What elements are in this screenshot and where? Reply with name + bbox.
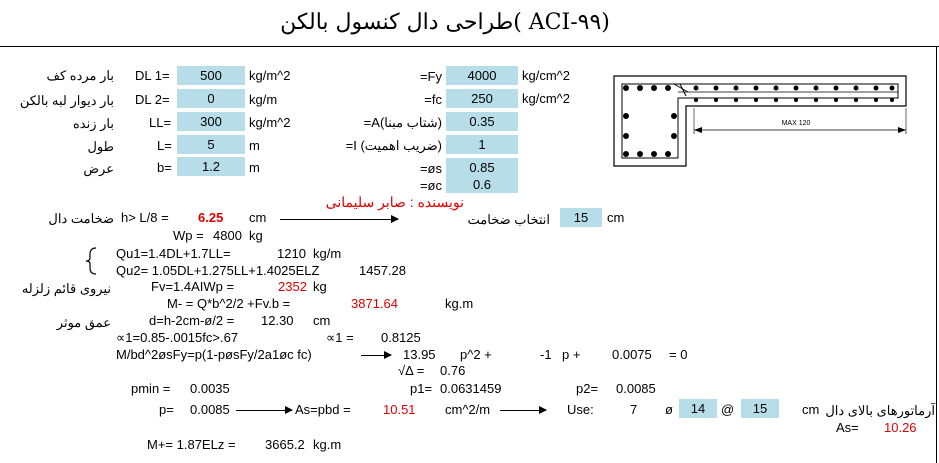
equation-c2: -1 xyxy=(540,347,552,362)
p1-value: 0.0631459 xyxy=(440,381,502,396)
phis-input[interactable]: 0.85 xyxy=(446,158,518,177)
p-value: 0.0085 xyxy=(190,402,230,417)
as-value: 10.51 xyxy=(383,402,416,417)
qu2-expr: Qu2= 1.05DL+1.275LL+1.4025ELZ xyxy=(116,263,320,278)
fc-input[interactable]: 250 xyxy=(446,89,518,108)
use-label: Use: xyxy=(567,402,594,417)
b-input[interactable]: 1.2 xyxy=(177,157,245,176)
equation-t3: = 0 xyxy=(669,347,688,362)
equation-t2: p + xyxy=(562,347,581,362)
qu1-unit: kg/m xyxy=(313,246,342,261)
alpha-expr: ∝1=0.85-.0015fc>.67 xyxy=(116,330,239,345)
depth-value: 12.30 xyxy=(261,313,294,328)
moment-neg-expr: M- = Q*b^2/2 +Fv.b = xyxy=(167,296,291,311)
p1-label: p1= xyxy=(410,381,433,396)
qu1-expr: Qu1=1.4DL+1.7LL= xyxy=(116,246,231,261)
arrow-as xyxy=(500,410,546,411)
arrow-p xyxy=(236,410,292,411)
a-label: (شتاب مبنا)A= xyxy=(363,115,442,130)
fv-desc: نیروی قائم زلزله xyxy=(21,281,111,296)
as-expr: As=pbd = xyxy=(295,402,351,417)
thickness-select-unit: cm xyxy=(607,210,625,225)
delta-label: √Δ = xyxy=(398,363,425,378)
use-spacing-input[interactable]: 15 xyxy=(741,399,779,418)
fv-expr: Fv=1.4AIWp = xyxy=(151,279,235,294)
moment-neg-value: 3871.64 xyxy=(351,296,398,311)
dl1-desc: بار مرده کف xyxy=(46,68,114,83)
ll-desc: بار زنده xyxy=(73,116,114,131)
equation-c1: 13.95 xyxy=(403,347,436,362)
fv-value: 2352 xyxy=(278,279,307,294)
thickness-value: 6.25 xyxy=(198,210,224,225)
as-unit: cm^2/m xyxy=(445,402,491,417)
dl2-unit: kg/m xyxy=(249,92,278,107)
use-count: 7 xyxy=(630,402,638,417)
thickness-unit: cm xyxy=(249,210,267,225)
b-unit: m xyxy=(249,160,260,175)
pmin-value: 0.0035 xyxy=(190,381,230,396)
delta-value: 0.76 xyxy=(440,363,466,378)
p2-label: p2= xyxy=(576,381,599,396)
brace-icon xyxy=(84,246,104,276)
arrow-thickness xyxy=(280,219,398,220)
fc-label: fc= xyxy=(424,92,442,107)
ll-label: LL= xyxy=(149,115,172,130)
thickness-select-label: انتخاب ضخامت xyxy=(467,212,550,227)
pmin-label: pmin = xyxy=(131,381,171,396)
thickness-desc: ضخامت دال xyxy=(48,211,114,226)
phic-input[interactable]: 0.6 xyxy=(446,177,518,193)
qu2-value: 1457.28 xyxy=(359,263,406,278)
phic-label: øc= xyxy=(419,178,442,193)
top-bars-desc: آرماتورهای بالای دال xyxy=(825,403,935,418)
top-bars-as-label: As= xyxy=(836,420,859,435)
moment-pos-unit: kg.m xyxy=(313,437,342,452)
l-label: L= xyxy=(157,138,172,153)
l-input[interactable]: 5 xyxy=(177,135,245,154)
b-desc: عرض xyxy=(83,161,114,176)
p-label: p= xyxy=(159,402,174,417)
equation-c3: 0.0075 xyxy=(612,347,652,362)
fv-unit: kg xyxy=(313,279,327,294)
dl1-input[interactable]: 500 xyxy=(177,66,245,85)
title-bar xyxy=(0,0,939,47)
b-label: b= xyxy=(157,160,172,175)
page-title: طراحی دال کنسول بالکن( ACI-۹۹) xyxy=(280,10,610,35)
a-input[interactable]: 0.35 xyxy=(446,112,518,131)
alpha-value: 0.8125 xyxy=(381,330,421,345)
qu1-value: 1210 xyxy=(277,246,306,261)
slab-section-drawing xyxy=(606,56,918,174)
dl2-desc: بار دیوار لبه بالکن xyxy=(19,93,114,108)
l-desc: طول xyxy=(87,139,114,154)
sheet-border xyxy=(936,46,937,463)
moment-pos-expr: M+= 1.87ELz = xyxy=(147,437,236,452)
dl1-label: DL 1= xyxy=(135,68,170,83)
use-at: @ xyxy=(721,402,735,417)
dl1-unit: kg/m^2 xyxy=(249,68,291,83)
author: نویسنده : صابر سلیمانی xyxy=(325,194,464,210)
i-label: (ضریب اهمیت) I= xyxy=(345,138,442,153)
use-phi: ø xyxy=(665,402,673,417)
use-unit: cm xyxy=(802,402,820,417)
arrow-equation xyxy=(361,355,391,356)
moment-neg-unit: kg.m xyxy=(445,296,474,311)
thickness-select-input[interactable]: 15 xyxy=(560,208,602,227)
depth-unit: cm xyxy=(313,313,331,328)
equation-t1: p^2 + xyxy=(460,347,492,362)
dimension-label: MAX 120 xyxy=(781,120,811,127)
ll-input[interactable]: 300 xyxy=(177,112,245,131)
fy-unit: kg/cm^2 xyxy=(522,68,571,83)
wp-value: 4800 xyxy=(213,228,242,243)
thickness-expr: h> L/8 = xyxy=(121,210,169,225)
equation-expr: M/bd^2øsFy=p(1-pøsFy/2a1øc fc) xyxy=(116,347,312,362)
fy-label: Fy= xyxy=(419,69,442,84)
dl2-label: DL 2= xyxy=(135,92,170,107)
wp-label: Wp = xyxy=(173,228,204,243)
moment-pos-value: 3665.2 xyxy=(265,437,305,452)
alpha-label: ∝1 = xyxy=(326,330,354,345)
dl2-input[interactable]: 0 xyxy=(177,89,245,108)
fy-input[interactable]: 4000 xyxy=(446,66,518,85)
phis-label: øs= xyxy=(419,161,442,176)
fc-unit: kg/cm^2 xyxy=(522,91,571,106)
p2-value: 0.0085 xyxy=(616,381,656,396)
top-bars-as-value: 10.26 xyxy=(884,420,917,435)
depth-desc: عمق موثر xyxy=(56,315,111,330)
wp-unit: kg xyxy=(249,228,263,243)
i-input[interactable]: 1 xyxy=(446,135,518,154)
use-diameter-input[interactable]: 14 xyxy=(679,399,717,418)
ll-unit: kg/m^2 xyxy=(249,115,291,130)
depth-expr: d=h-2cm-ø/2 = xyxy=(149,313,235,328)
l-unit: m xyxy=(249,138,260,153)
